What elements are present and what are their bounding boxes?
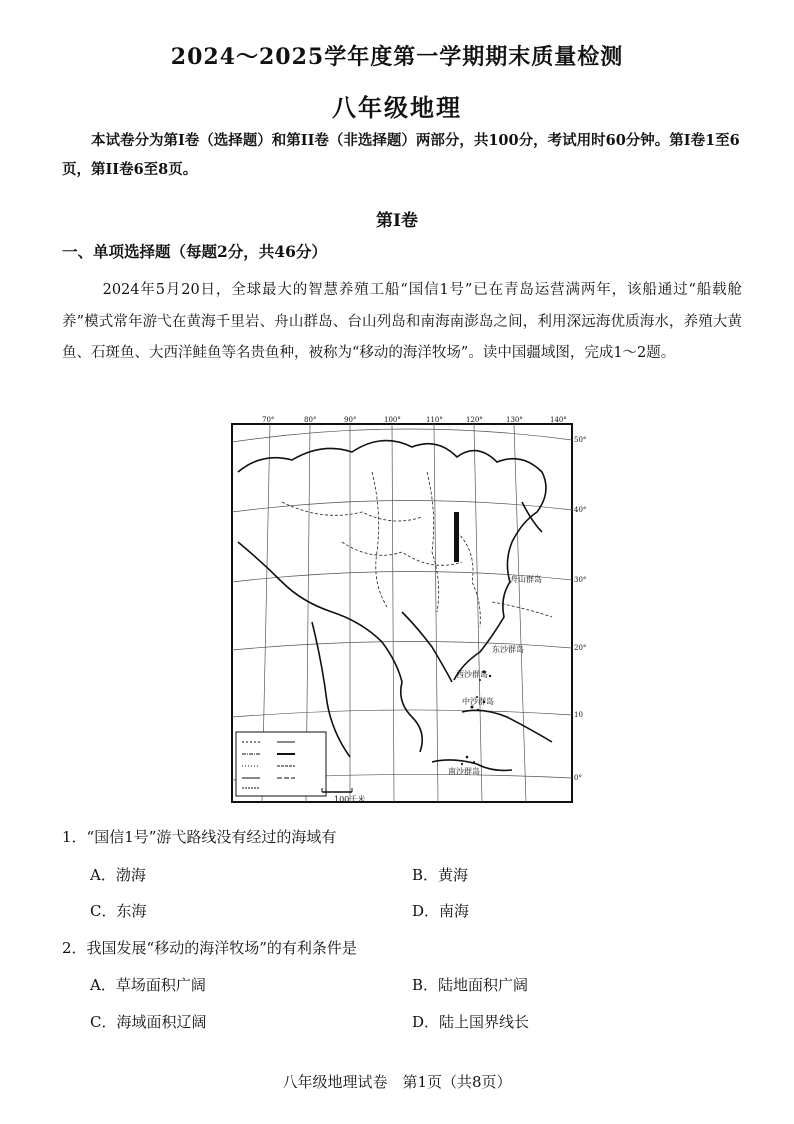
map-label-zhoushan: 舟山群岛 xyxy=(510,575,542,584)
page-footer: 八年级地理试卷 第1页（共8页） xyxy=(282,1073,512,1091)
question-2-option-c: C．海域面积辽阔 xyxy=(90,1013,207,1031)
longitude-label: 140° xyxy=(550,416,567,424)
longitude-label: 110° xyxy=(426,416,443,424)
exam-instructions: 本试卷分为第Ⅰ卷（选择题）和第II卷（非选择题）两部分，共100分，考试用时60分钟。第Ⅰ卷1至6页，第II卷6至8页。 xyxy=(62,132,740,178)
volume-label: 第Ⅰ卷 xyxy=(376,211,418,231)
latitude-label: 10 xyxy=(574,711,583,719)
longitude-label: 80° xyxy=(304,416,317,424)
question-2-option-a: A．草场面积广阔 xyxy=(90,976,206,994)
question-1-option-c: C．东海 xyxy=(90,902,147,920)
map-legend xyxy=(236,732,326,796)
latitude-label: 20° xyxy=(574,644,587,652)
longitude-labels xyxy=(262,416,567,424)
longitude-label: 70° xyxy=(262,416,275,424)
map-label-xisha: 西沙群岛 xyxy=(456,670,488,679)
latitude-label: 40° xyxy=(574,506,587,514)
longitude-label: 100° xyxy=(384,416,401,424)
map-label-zhongsha: 中沙群岛 xyxy=(462,697,494,706)
latitude-label: 30° xyxy=(574,576,587,584)
question-2-option-d: D．陆上国界线长 xyxy=(412,1013,530,1031)
exam-subject: 八年级地理 xyxy=(332,93,462,122)
map-label-dongsha: 东沙群岛 xyxy=(492,645,524,654)
reading-passage: 2024年5月20日，全球最大的智慧养殖工船“国信1号”已在青岛运营满两年，该船通过“船载舱养”模式常年游弋在黄海千里岩、舟山群岛、台山列岛和南海南澎岛之间，利用深远海优质海水，养殖大黄鱼、石斑鱼、大西洋鲑鱼等名贵鱼种，被称为“移动的海洋牧场”。读中国疆域图，完成1～2题。 xyxy=(62,282,742,361)
latitude-labels xyxy=(574,436,586,782)
exam-title: 2024～2025学年度第一学期期末质量检测 xyxy=(170,44,624,70)
question-1-option-d: D．南海 xyxy=(412,902,470,920)
question-1-option-b: B．黄海 xyxy=(412,866,469,884)
latitude-label: 0° xyxy=(574,774,582,782)
question-1-stem: 1．“国信1号”游弋路线没有经过的海域有 xyxy=(62,828,337,846)
question-2-option-b: B．陆地面积广阔 xyxy=(412,976,529,994)
section-heading: 一、单项选择题（每题2分，共46分） xyxy=(62,242,327,261)
map-scale-label: 100千米 xyxy=(334,795,366,804)
latitude-label: 50° xyxy=(574,436,587,444)
question-1-option-a: A．渤海 xyxy=(90,866,146,884)
longitude-label: 120° xyxy=(466,416,483,424)
question-2-stem: 2．我国发展“移动的海洋牧场”的有利条件是 xyxy=(62,939,357,957)
longitude-label: 90° xyxy=(344,416,357,424)
china-territory-map xyxy=(222,412,592,807)
longitude-label: 130° xyxy=(506,416,523,424)
map-label-nansha: 南沙群岛 xyxy=(448,767,480,776)
